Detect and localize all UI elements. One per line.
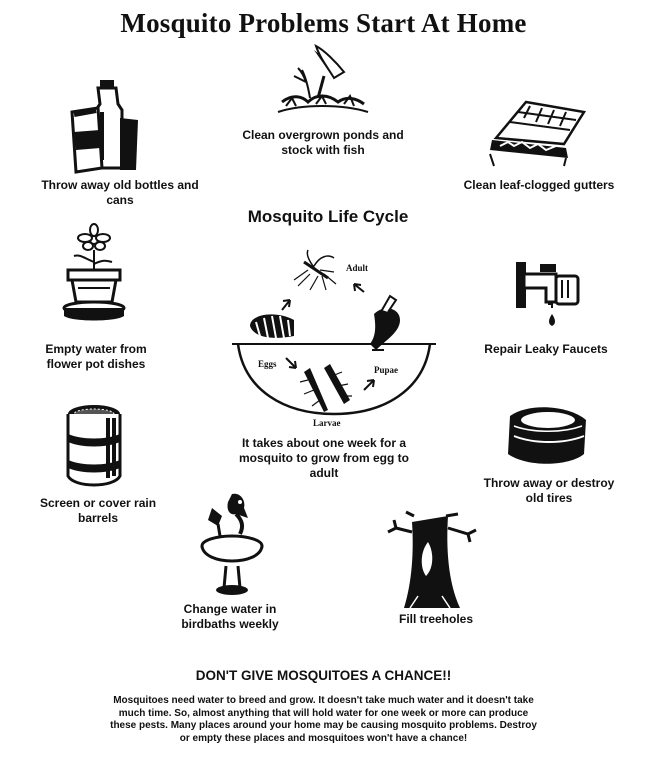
tip-bottles-caption: Throw away old bottles and cans <box>41 178 199 207</box>
tree-hole-icon <box>384 512 488 610</box>
stage-larvae-label: Larvae <box>313 418 341 428</box>
stage-eggs-label: Eggs <box>258 359 277 369</box>
old-tires-icon <box>500 402 590 472</box>
footer-body: Mosquitoes need water to breed and grow. It doesn't take much water and it doesn't take much time. So, almost anything that will hold water for one week or more can produce these pests. Many places around your home may be causing mosquito problems. Destroy or empty these places and mosquitoes won't have a chance! <box>110 695 537 744</box>
stage-adult-label: Adult <box>346 263 369 273</box>
adult-mosquito-icon <box>294 250 336 290</box>
tip-barrels-caption: Screen or cover rain barrels <box>39 496 157 525</box>
footer-heading: DON'T GIVE MOSQUITOES A CHANCE!! <box>195 668 452 683</box>
page-title: Mosquito Problems Start At Home <box>120 8 527 38</box>
larvae-icon <box>300 364 352 412</box>
life-cycle-diagram <box>224 240 444 420</box>
pond-plants-icon <box>272 42 372 120</box>
flower-pot-icon <box>58 230 128 326</box>
tip-birdbaths-caption: Change water in birdbaths weekly <box>181 602 279 631</box>
pupa-icon <box>370 296 400 350</box>
birdbath-icon <box>196 490 268 600</box>
tip-faucets-caption: Repair Leaky Faucets <box>484 342 608 356</box>
tip-ponds-caption: Clean overgrown ponds and stock with fish <box>242 128 404 157</box>
bottles-and-cans-icon <box>62 78 144 174</box>
tip-treeholes-caption: Fill treeholes <box>398 612 474 626</box>
life-cycle-note: It takes about one week for a mosquito to grow from egg to adult <box>239 436 409 480</box>
tip-flowerpot-caption: Empty water from flower pot dishes <box>45 342 147 371</box>
tip-tires-caption: Throw away or destroy old tires <box>483 476 615 505</box>
rain-barrel-icon <box>62 402 134 490</box>
stage-pupae-label: Pupae <box>374 365 399 375</box>
leaky-faucet-icon <box>512 262 584 334</box>
life-cycle-heading: Mosquito Life Cycle <box>247 207 409 226</box>
gutter-icon <box>486 98 586 168</box>
egg-raft-icon <box>250 314 294 338</box>
tip-gutters-caption: Clean leaf-clogged gutters <box>463 178 615 192</box>
